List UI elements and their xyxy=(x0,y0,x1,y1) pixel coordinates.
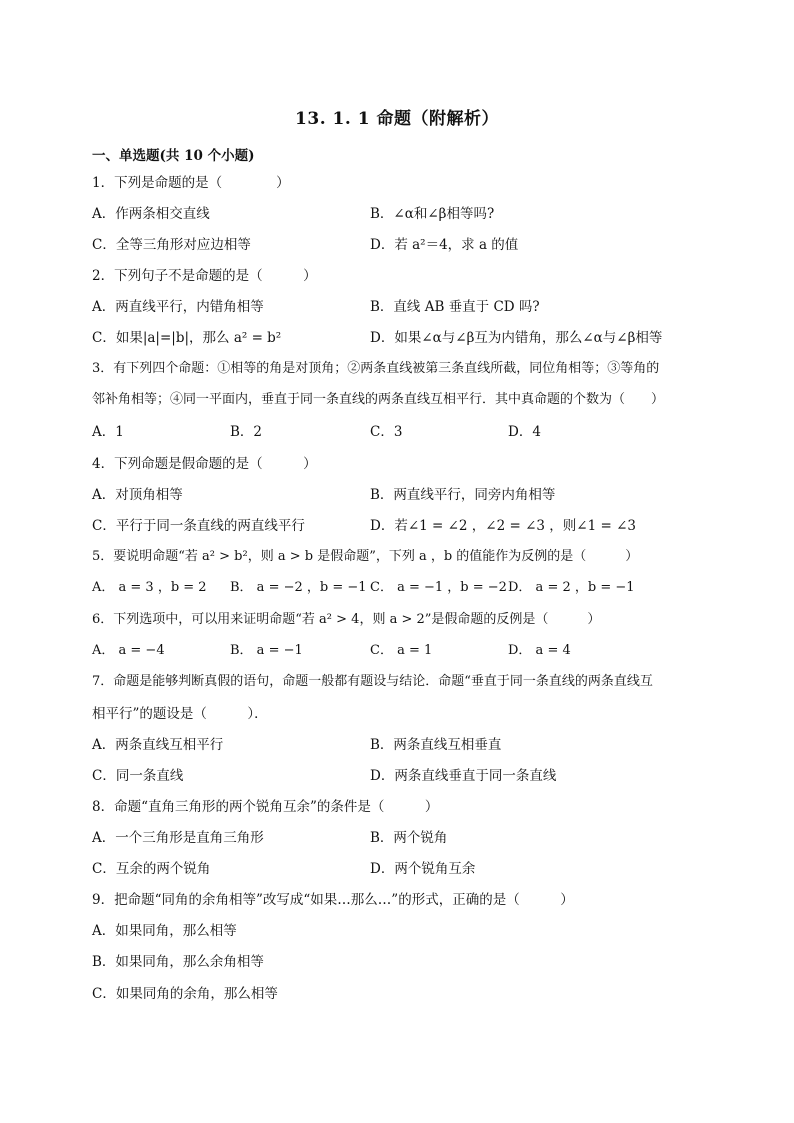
question-7-stem-line-2: 相平行”的题设是（ ）． xyxy=(92,706,268,722)
question-6-option-b: B． a = −1 xyxy=(230,643,303,658)
question-1-stem: 1．下列是命题的是（ ） xyxy=(92,175,290,191)
question-1-option-d: D．若 a²＝4，求 a 的值 xyxy=(370,237,519,253)
question-3-stem-line-2: 邻补角相等；④同一平面内，垂直于同一条直线的两条直线互相平行．其中真命题的个数为（ ） xyxy=(92,392,665,407)
question-5-option-b: B． a = −2 ，b = −1 xyxy=(230,580,367,595)
question-8-option-b: B．两个锐角 xyxy=(370,830,448,846)
question-1-option-a: A．作两条相交直线 xyxy=(92,206,210,222)
page-title: 13. 1. 1 命题（附解析） xyxy=(295,109,499,129)
question-3-option-d: D．4 xyxy=(508,424,541,440)
question-3-option-a: A．1 xyxy=(92,424,124,440)
question-4-option-c: C．平行于同一条直线的两直线平行 xyxy=(92,518,305,534)
question-2-option-b: B．直线 AB 垂直于 CD 吗? xyxy=(370,299,540,315)
question-4-option-a: A．对顶角相等 xyxy=(92,487,183,503)
question-1-option-b: B．∠α和∠β相等吗? xyxy=(370,206,495,222)
question-6-option-c: C． a = 1 xyxy=(370,643,433,658)
question-8-option-a: A．一个三角形是直角三角形 xyxy=(92,830,264,846)
question-9-option-b: B．如果同角，那么余角相等 xyxy=(92,954,264,970)
question-1-option-c: C．全等三角形对应边相等 xyxy=(92,237,251,253)
question-5-stem: 5．要说明命题“若 a² > b²，则 a > b 是假命题”，下列 a ，b 的值能作为反例的是（ ） xyxy=(92,549,639,564)
question-7-option-d: D．两条直线垂直于同一条直线 xyxy=(370,768,557,784)
question-5-option-d: D． a = 2 ，b = −1 xyxy=(508,580,635,595)
question-7-option-a: A．两条直线互相平行 xyxy=(92,737,224,753)
question-9-stem: 9．把命题“同角的余角相等”改写成“如果…那么…”的形式，正确的是（ ） xyxy=(92,892,574,908)
question-9-option-a: A．如果同角，那么相等 xyxy=(92,923,237,939)
question-3-option-c: C．3 xyxy=(370,424,403,440)
question-7-option-c: C．同一条直线 xyxy=(92,768,184,784)
question-2-option-c: C．如果|a|=|b|，那么 a² = b² xyxy=(92,330,282,346)
question-4-stem: 4．下列命题是假命题的是（ ） xyxy=(92,456,317,472)
question-3-stem-line-1: 3．有下列四个命题：①相等的角是对顶角；②两条直线被第三条直线所截，同位角相等；③等角的 xyxy=(92,361,660,376)
question-5-option-a: A． a = 3 ，b = 2 xyxy=(92,580,207,595)
question-8-option-c: C．互余的两个锐角 xyxy=(92,861,211,877)
question-6-option-a: A． a = −4 xyxy=(92,643,165,658)
question-5-option-c: C． a = −1 ，b = −2 xyxy=(370,580,507,595)
question-4-option-b: B．两直线平行，同旁内角相等 xyxy=(370,487,556,503)
question-4-option-d: D．若∠1 = ∠2 ，∠2 = ∠3 ，则∠1 = ∠3 xyxy=(370,518,636,534)
question-6-stem: 6．下列选项中，可以用来证明命题“若 a² > 4，则 a > 2”是假命题的反例是（ ） xyxy=(92,612,601,627)
question-2-option-d: D．如果∠α与∠β互为内错角，那么∠α与∠β相等 xyxy=(370,330,663,346)
question-8-option-d: D．两个锐角互余 xyxy=(370,861,476,877)
question-9-option-c: C．如果同角的余角，那么相等 xyxy=(92,986,278,1002)
question-8-stem: 8．命题“直角三角形的两个锐角互余”的条件是（ ） xyxy=(92,799,439,815)
section-heading: 一、单选题(共 10 个小题) xyxy=(92,148,255,164)
question-7-option-b: B．两条直线互相垂直 xyxy=(370,737,502,753)
question-3-option-b: B．2 xyxy=(230,424,263,440)
question-2-stem: 2．下列句子不是命题的是（ ） xyxy=(92,268,317,284)
question-2-option-a: A．两直线平行，内错角相等 xyxy=(92,299,264,315)
question-6-option-d: D． a = 4 xyxy=(508,643,571,658)
question-7-stem-line-1: 7．命题是能够判断真假的语句，命题一般都有题设与结论．命题“垂直于同一条直线的两条直线互 xyxy=(92,674,653,689)
